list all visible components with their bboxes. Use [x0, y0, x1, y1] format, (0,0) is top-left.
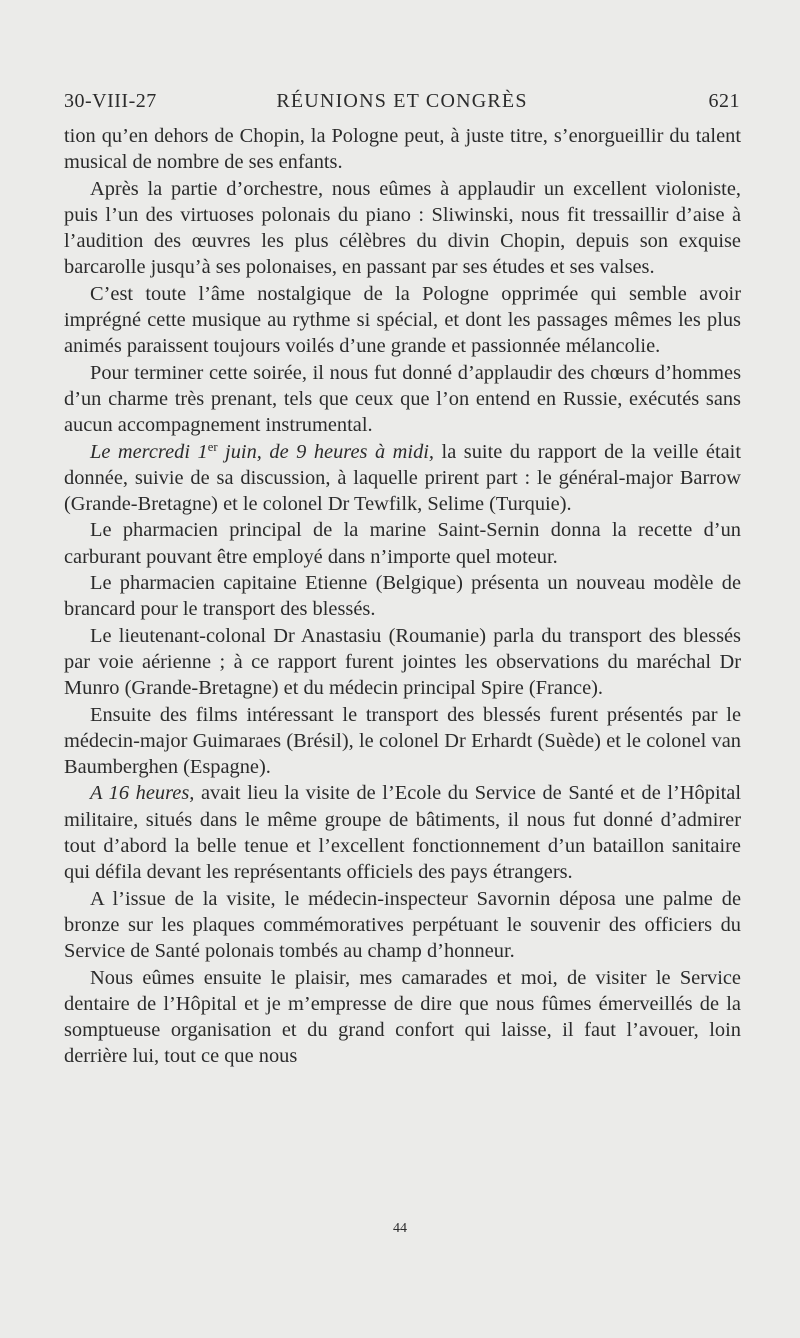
page-number: 621: [708, 90, 740, 112]
paragraph: Ensuite des films intéressant le transport des blessés furent présentés par le médecin-major Guimaraes (Brésil), le colonel Dr Erhardt (Suède) et le colonel van Baumberghen (Espagne).: [64, 703, 741, 779]
paragraph-wednesday-session: [64, 439, 741, 518]
paragraph: Le pharmacien capitaine Etienne (Belgique) présenta un nouveau modèle de brancard pour le transport des blessés.: [64, 572, 741, 621]
italic-lead: Le mercredi 1: [90, 440, 208, 463]
paragraph: C’est toute l’âme nostalgique de la Pologne opprimée qui semble avoir imprégné cette musique au rythme si spécial, et dont les passages mêmes les plus animés paraissent toujours voilés d’une grande et passionnée mélancolie.: [64, 282, 741, 358]
paragraph: Le pharmacien principal de la marine Saint-Sernin donna la recette d’un carburant pouvant être employé dans n’importe quel moteur.: [64, 519, 741, 568]
signature-mark: 44: [393, 1221, 407, 1236]
paragraph: Pour terminer cette soirée, il nous fut donné d’applaudir des chœurs d’hommes d’un charme très prenant, tels que ceux que l’on entend en Russie, exécutés sans aucun accompagnement instrumental.: [64, 361, 741, 437]
italic-lead: A 16 heures,: [90, 782, 195, 805]
running-head-date: 30-VIII-27: [64, 90, 157, 112]
paragraph-rest: avait lieu la visite de l’Ecole du Service de Santé et de l’Hôpital militaire, situés dans le même groupe de bâtiments, il nous fut donné d’admirer tout d’abord la belle tenue et l’excellent fonctionnement d’un bataillon sanitaire qui défila devant les représentants officiels des pays étrangers.: [64, 782, 741, 884]
paragraph: Nous eûmes ensuite le plaisir, mes camarades et moi, de visiter le Service dentaire de l’Hôpital et je m’empresse de dire que nous fûmes émerveillés de la somptueuse organisation et du grand confort qui laisse, il faut l’avouer, loin derrière lui, tout ce que nous: [64, 966, 741, 1068]
paragraph-afternoon-visit: [64, 780, 741, 885]
superscript: er: [207, 439, 218, 454]
body-text: [64, 123, 741, 1070]
paragraph-rest: la suite du rapport de la veille était donnée, suivie de sa discussion, à laquelle prirent part : le général-major Barrow (Grande-Bretagne) et le colonel Dr Tewfilk, Selime (Turquie).: [64, 440, 741, 516]
paragraph: A l’issue de la visite, le médecin-inspecteur Savornin déposa une palme de bronze sur les plaques commémoratives perpétuant le souvenir des officiers du Service de Santé polonais tombés au champ d’honneur.: [64, 887, 741, 963]
italic-lead: juin, de 9 heures à midi,: [217, 440, 435, 463]
running-head-title: RÉUNIONS ET CONGRÈS: [276, 90, 528, 112]
paragraph: Après la partie d’orchestre, nous eûmes à applaudir un excellent violoniste, puis l’un des virtuoses polonais du piano : Sliwinski, nous fit tressaillir d’aise à l’audition des œuvres les plus célèbres du divin Chopin, depuis son exquise barcarolle jusqu’à ses polonaises, en passant par ses études et ses valses.: [64, 177, 741, 279]
running-head: [64, 90, 740, 120]
paragraph: Le lieutenant-colonal Dr Anastasiu (Roumanie) parla du transport des blessés par voie aérienne ; à ce rapport furent jointes les observations du maréchal Dr Munro (Grande-Bretagne) et du médecin principal Spire (France).: [64, 624, 741, 700]
paragraph-continuation: tion qu’en dehors de Chopin, la Pologne peut, à juste titre, s’enorgueillir du talent musical de nombre de ses enfants.: [64, 125, 741, 174]
